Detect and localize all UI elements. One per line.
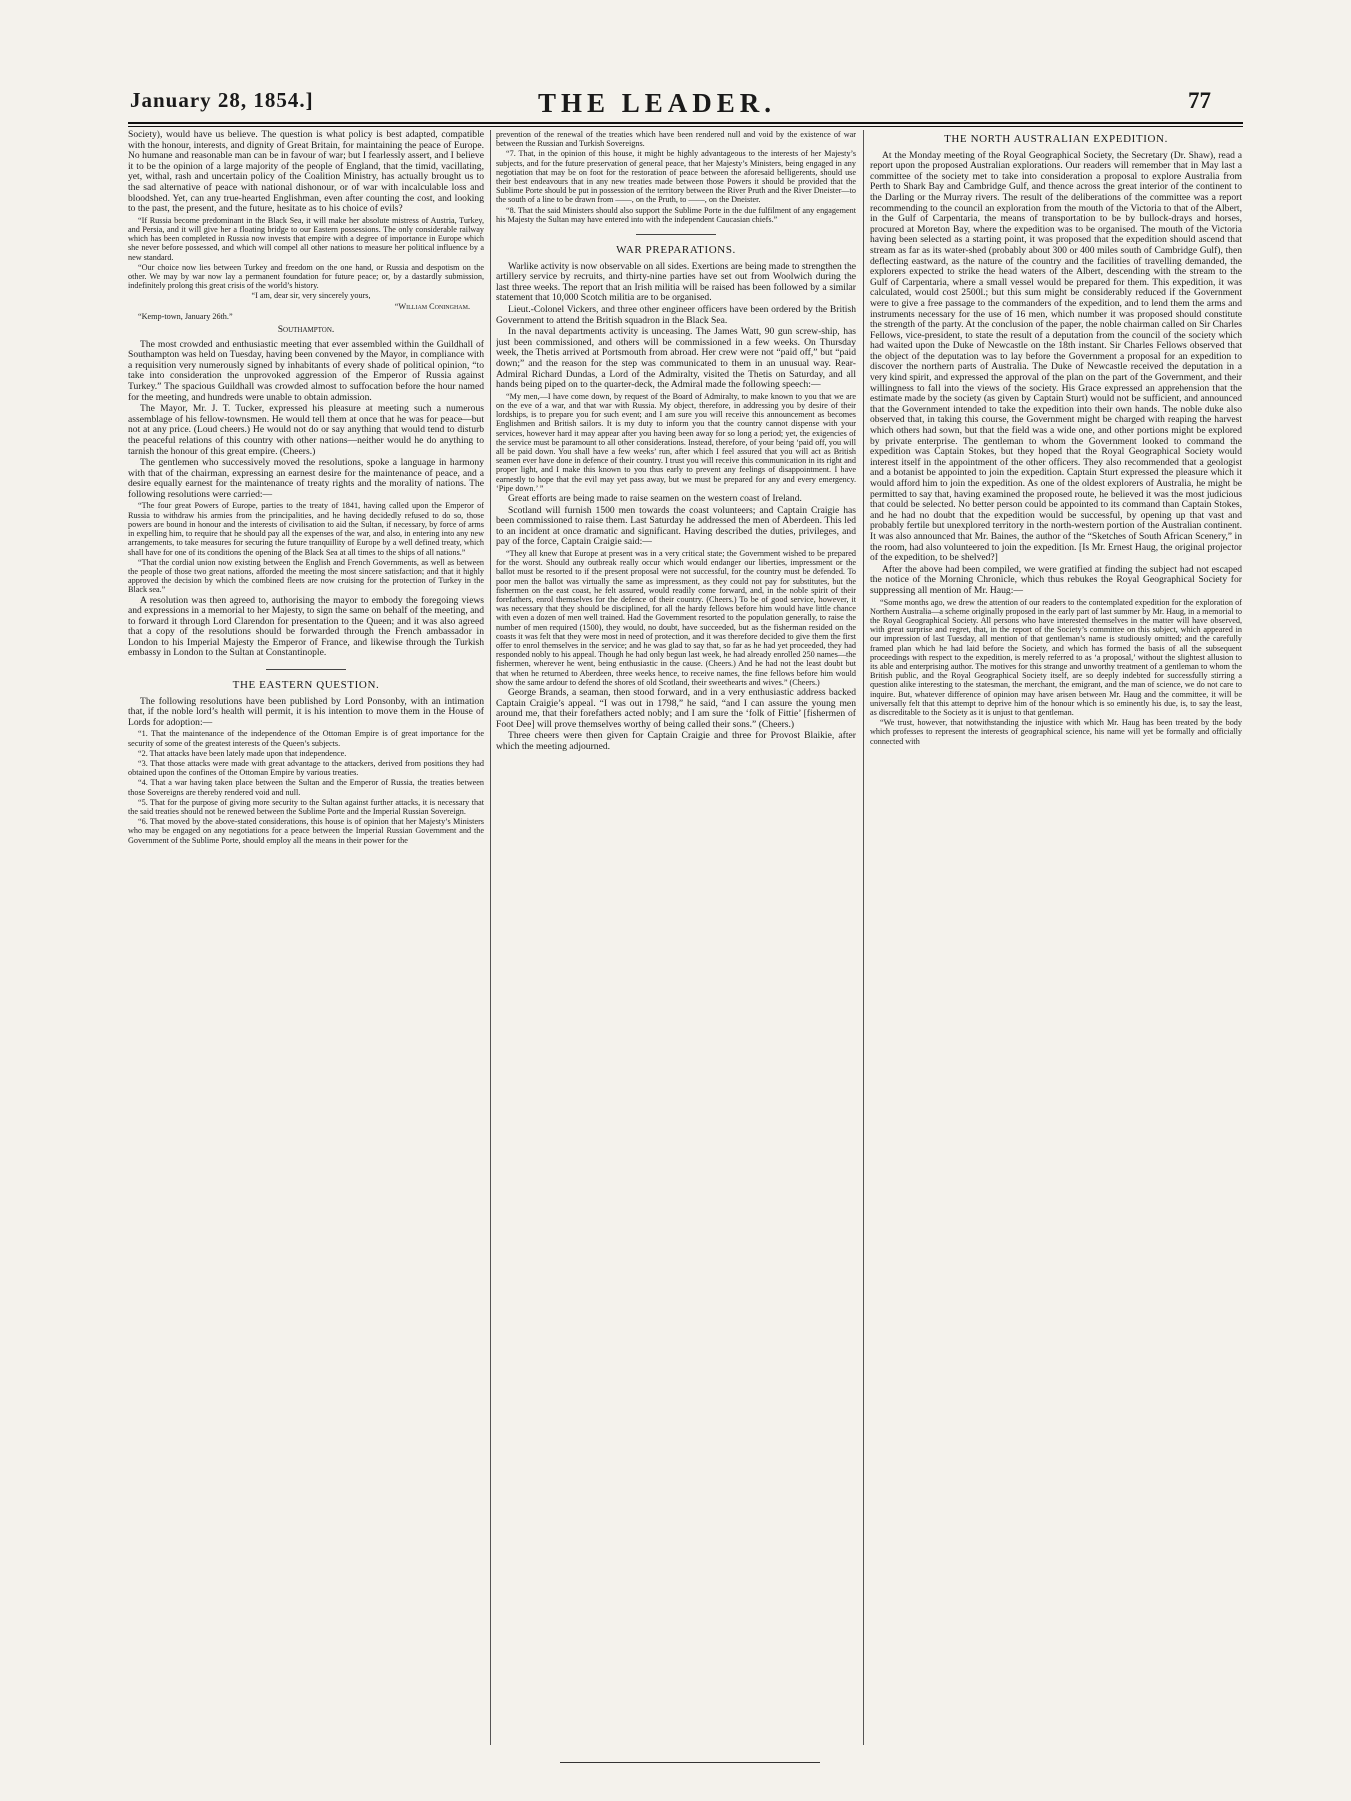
paragraph: The following resolutions have been published by Lord Ponsonby, with an intimation that, if the noble lord’s health will permit, it is his intention to move them in the House of Lords for adoption:—	[128, 695, 484, 728]
quoted-article: “We trust, however, that notwithstanding the injustice with which Mr. Haug has been treated by the body which professes to represent the interests of geographical science, his name will yet be formally and officially connected with	[870, 718, 1242, 746]
section-heading-eastern-question: THE EASTERN QUESTION.	[232, 679, 380, 692]
resolution-item: “8. That the said Ministers should also support the Sublime Porte in the due fulfilment of any engagement his Majesty the Sultan may have entered into with the independent Caucasian chiefs.”	[496, 205, 856, 224]
section-heading-north-australian-expedition: THE NORTH AUSTRALIAN EXPEDITION.	[944, 133, 1168, 145]
paragraph: The Mayor, Mr. J. T. Tucker, expressed his pleasure at meeting such a numerous assemblage of his fellow-townsmen. He would tell them at once that he was for peace—but not at any price. (Loud cheers.) He would not do or say anything that would tend to disturb the peaceful relations of this country with other nations—neither would he do anything to tarnish the honour of this great empire. (Cheers.)	[128, 403, 484, 457]
paragraph: George Brands, a seaman, then stood forward, and in a very enthusiastic address backed Captain Craigie’s appeal. “I was out in 1798,” he said, “and I can assure the young men around me, that their forefathers acted nobly; and I am sure the ‘folk of Fittie’ [fishermen of Foot Dee] will prove themselves worthy of being called their sons.” (Cheers.)	[496, 687, 856, 730]
resolution-item: “5. That for the purpose of giving more security to the Sultan against further attacks, it is necessary that the said treaties should not be renewed between the Sublime Porte and the Imperial Russian Sovereign.	[128, 797, 484, 817]
paragraph: Society), would have us believe. The question is what policy is best adapted, compatible with the honour, interests, and dignity of Great Britain, for maintaining the peace of Europe. No humane and reasonable man can be in favour of war; but I fearlessly assert, and I believe it to be the opinion of a large majority of the people of England, that the timid, vacillating, yet, withal, rash and uncertain policy of the Coalition Ministry, has actually brought us to the sad alternative of peace with national dishonour, or of war with incalculable loss and bloodshed. Yet, can any true-hearted Englishman, even after counting the cost, and looking to the past, the present, and the future, hesitate as to his choice of evils?	[128, 130, 484, 215]
paragraph: Scotland will furnish 1500 men towards the coast volunteers; and Captain Craigie has been commissioned to raise them. Last Saturday he addressed the men of Aberdeen. This led to an incident at once dramatic and significant. Having described the duties, privileges, and pay of the force, Captain Craigie said:—	[496, 504, 856, 548]
paragraph: Lieut.-Colonel Vickers, and three other engineer officers have been ordered by the British Government to attend the British squadron in the Black Sea.	[496, 304, 856, 326]
footer-rule	[560, 1762, 820, 1763]
resolution-text: “That the cordial union now existing between the English and French Governments, as well as between the people of those two great nations, afforded the meeting the most sincere satisfaction; and that it highly approved the decision by which the combined fleets are now cruising for the protection of Turkey in the Black sea.”	[128, 557, 484, 595]
section-separator	[636, 234, 716, 235]
column-left	[128, 130, 484, 1745]
resolution-item: “3. That those attacks were made with great advantage to the attackers, derived from positions they had obtained upon the confines of the Ottoman Empire by various treaties.	[128, 759, 484, 778]
resolution-text: “The four great Powers of Europe, parties to the treaty of 1841, having called upon the Emperor of Russia to withdraw his armies from the principalities, and he having decidedly refused to do so, those powers are bound in honour and the interests of civilisation to aid the Sultan, if necessary, by force of arms in expelling him, to require that he should pay all the expenses of the war, and also, in entering into any new arrangements, to take measures for securing the future tranquillity of Europe by a well defined treaty, which shall have for one of its conditions the opening of the Black Sea at all times to the ships of all nations.”	[128, 501, 484, 557]
resolution-item: “6. That moved by the above-stated considerations, this house is of opinion that her Majesty’s Ministers who may be engaged on any negotiations for a peace between the Imperial Russian Government and the Government of the Sublime Porte, should employ all the means in their power for the	[128, 817, 484, 845]
resolution-item: “1. That the maintenance of the independence of the Ottoman Empire is of great importance for the security of some of the greatest interests of the Queen’s subjects.	[128, 729, 484, 748]
masthead-title: THE LEADER.	[538, 88, 777, 118]
paragraph: In the naval departments activity is unceasing. The James Watt, 90 gun screw-ship, has just been commissioned, and others will be commissioned in a few weeks. On Thursday week, the Thetis arrived at Portsmouth from abroad. Her crew were not “paid off,” but “paid down;” and the reason for the step was communicated to them in an unusual way. Rear-Admiral Richard Dundas, a Lord of the Admiralty, visited the Thetis on Saturday, and all hands being piped on to the quarter-deck, the Admiral made the following speech:—	[496, 326, 856, 391]
letter-dateline: “Kemp-town, January 26th.”	[138, 311, 233, 321]
paragraph: The most crowded and enthusiastic meeting that ever assembled within the Guildhall of Southampton was held on Tuesday, having been convened by the Mayor, in compliance with a requisition very numerously signed by inhabitants of every shade of political opinion, “to take into consideration the unprovoked aggression of the Emperor of Russia against Turkey.” The spacious Guildhall was crowded almost to suffocation before the hour named for the meeting, and hundreds were unable to obtain admission.	[128, 338, 484, 403]
header-rule-thin	[128, 126, 1243, 127]
paragraph: The gentlemen who successively moved the resolutions, spoke a language in harmony with that of the chairman, expressing an earnest desire for the maintenance of peace, and a desire equally earnest for the maintenance of treaty rights and the morality of nations. The following resolutions were carried:—	[128, 457, 484, 500]
column-divider	[490, 130, 491, 1745]
paragraph: Warlike activity is now observable on all sides. Exertions are being made to strengthen the artillery service by recruits, and thirty-nine parties have set out from Woolwich during the last three weeks. The report that an Irish militia will be raised has been followed by a similar statement that 10,000 Scotch militia are to be organised.	[496, 260, 856, 304]
paragraph: A resolution was then agreed to, authorising the mayor to embody the foregoing views and expressions in a memorial to her Majesty, to sign the same on behalf of the meeting, and to forward it through Lord Clarendon for presentation to the Queen; and it was also agreed that a copy of the resolutions should be forwarded through the French ambassador in London to his Imperial Majesty the Emperor of France, and likewise through the Turkish embassy in London to the Sultan at Constantinople.	[128, 594, 484, 659]
subheading-southampton: Southampton.	[277, 323, 335, 335]
quoted-speech: “They all knew that Europe at present was in a very critical state; the Government wished to be prepared for the worst. Should any outbreak really occur which would endanger our liberties, impressment or the ballot must be resorted to if the present proposal were not successful, for the country must be defended. To poor men the ballot was virtually the same as impressment, as they could not pay for substitutes, but the fishermen on the east coast, he felt assured, would readily come forward, and, in the noble spirit of their forefathers, enrol themselves for the defence of their country. (Cheers.) To be of good service, however, it was necessary that they should be disciplined, for all the hardy fellows before him would have little chance with even a dozen of men well trained. Had the Government resorted to the population generally, to raise the number of men required (1500), they would, no doubt, have succeeded, but as the fisherman resided on the coasts it was felt that they were most in need of protection, and it was therefore decided to give them the first offer to enrol themselves in the service; and he was glad to say that, so far as he had yet proceeded, they had responded nobly to his appeal. Though he had only begun last week, he had already enrolled 250 names—the fishermen, wherever he went, being enthusiastic in the cause. (Cheers.) And he had not the least doubt but that when he returned to Aberdeen, three weeks hence, to receive names, the fine fellows before him would show the same ardour to defend the shores of old Scotland, their sweethearts and wives.” (Cheers.)	[496, 548, 856, 687]
quoted-paragraph: “Our choice now lies between Turkey and freedom on the one hand, or Russia and despotism on the other. We may by war now lay a permanent foundation for future peace; or, by a dastardly submission, indefinitely prolong this great crisis of the world’s history.	[128, 262, 484, 291]
column-middle	[496, 130, 856, 1745]
quoted-speech: “My men,—I have come down, by request of the Board of Admiralty, to make known to you that we are on the eve of a war, and that war with Russia. My object, therefore, in addressing you by desire of their lordships, is to prepare you for such event; and I am sure you will receive this announcement as becomes Englishmen and British sailors. It is my duty to inform you that the country cannot dispense with your services, however hard it may appear after you having been away for so long a period; yet, the exigencies of the service must be paramount to all other considerations. Instead, therefore, of your being ‘paid off, you will all be paid down. You shall have a few weeks’ run, after which I feel assured that you will act as British seamen ever have done in defence of their country. I trust you will receive this communication in its right and proper light, and I make this known to you thus early to prevent any feelings of disappointment. I have earnestly to hope that the evil may yet pass away, but we must be prepared for any and every emergency. ‘Pipe down.’ ”	[496, 391, 856, 493]
section-separator	[266, 669, 346, 670]
header-rule	[128, 122, 1243, 124]
resolution-item: “7. That, in the opinion of this house, it might be highly advantageous to the interests of her Majesty’s subjects, and for the future preservation of general peace, that her Majesty’s Ministers, being engaged in any negotiation that may be on foot for the restoration of peace between the aforesaid belligerents, should use their best endeavours that in any new treaties made between those Powers it should be provided that the Sublime Porte should be put in possession of the territory between the River Pruth and the River Dneister—to the south of a line to be drawn from ——, on the Pruth, to ——, on the Dneister.	[496, 149, 856, 205]
letter-signature: “William Coningham.	[394, 301, 470, 311]
paragraph: After the above had been compiled, we were gratified at finding the subject had not escaped the notice of the Morning Chronicle, which thus rebukes the Royal Geographical Society for suppressing all mention of Mr. Haug:—	[870, 563, 1242, 596]
section-heading-war-preparations: WAR PREPARATIONS.	[616, 244, 736, 257]
letter-closing: “I am, dear sir, very sincerely yours,	[251, 291, 371, 301]
page-number: 77	[1188, 88, 1211, 113]
paragraph: Three cheers were then given for Captain Craigie and three for Provost Blaikie, after which the meeting adjourned.	[496, 730, 856, 752]
column-right	[870, 130, 1242, 1745]
resolution-item: prevention of the renewal of the treaties which have been rendered null and void by the existence of war between the Russian and Turkish Sovereigns.	[496, 130, 856, 149]
resolution-item: “4. That a war having taken place between the Sultan and the Emperor of Russia, the treaties between those Sovereigns are thereby rendered void and null.	[128, 778, 484, 797]
paragraph: At the Monday meeting of the Royal Geographical Society, the Secretary (Dr. Shaw), read a report upon the proposed Australian explorations. Our readers will remember that in May last a committee of the society met to take into consideration a proposal to explore Australia from Perth to Shark Bay and Cambridge Gulf, and thence across the great interior of the continent to the Darling or the Murray rivers. The result of the deliberations of the committee was a report recommending to the council an exploration from the mouth of the Victoria to that of the Albert, in the Gulf of Carpentaria, the means of transportation to be by bullock-drays and horses, procured at Moreton Bay, where the expedition was to be organised. The mouth of the Victoria having been selected as a starting point, it was proposed that the expedition should ascend that stream as far as its water-shed (probably about 300 or 400 miles south of Cambridge Gulf), then deflecting eastward, as the nature of the country and the facilities of travelling demanded, the explorers expected to strike the head waters of the Albert, descending with the stream to the Gulf of Carpentaria, where a small vessel would be prepared for them. This expedition, it was calculated, would cost 2500l.; but this sum might be considerably reduced if the Government were to give a free passage to the commanders of the expedition, and to lend them the arms and instruments necessary for the use of 16 men, which number it was proposed should constitute the strength of the party. At the conclusion of the paper, the noble chairman called on Sir Charles Fellows, vice-president, to state the result of a deputation from the council of the society which had waited upon the Duke of Newcastle on the 18th instant. Sir Charles Fellows observed that the object of the deputation was to lay before the Government a proposal for an expedition to discover the northern parts of Australia. The Duke of Newcastle received the deputation in a very kind spirit, and expressed the approval of the plan on the part of the Government, and their willingness to fall into the views of the society. His Grace expressed an apprehension that the estimate made by the society (as given by Captain Sturt) would not be sufficient, and announced that the Government intended to take the expedition into their own hands. The noble duke also observed that, in taking this course, the Government might be charged with reaping the harvest which others had sown, but that the field was a wide one, and other portions might be explored by private enterprise. The gentleman to whom the Government looked to command the expedition was Captain Stokes, but they hoped that the Royal Geographical Society would interest itself in the appointment of the other officers. They also recommended that a geologist and a botanist be appointed to join the expedition. Captain Sturt expressed the pleasure which it would afford him to join the expedition. As one of the oldest explorers of Australia, he might be permitted to say that, having examined the proposed route, he believed it was the most judicious that could be selected. No better person could be appointed to its command than Captain Stokes, and he had no doubt that the expedition would be successful, by opening up that vast and probably fertile but unexplored territory in the north-western portion of the Australian continent. It was also announced that Mr. Baines, the author of the “Sketches of South African Scenery,” in the room, had also volunteered to join the expedition. [Is Mr. Ernest Haug, the original projector of the expedition, to be shelved?]	[870, 149, 1242, 564]
resolution-item: “2. That attacks have been lately made upon that independence.	[138, 748, 347, 758]
quoted-article: “Some months ago, we drew the attention of our readers to the contemplated expedition for the exploration of Northern Australia—a scheme originally proposed in the early part of last summer by Mr. Haug, in a memorial to the Royal Geographical Society. All persons who have interested themselves in the matter will have observed, with great surprise and regret, that, in the report of the Society’s committee on this subject, which appeared in our impression of last Tuesday, all mention of that gentleman’s name is studiously omitted; and the carefully framed plan which he had laid before the Society, and which has formed the basis of all the subsequent proceedings with respect to the expedition, is merely referred to as ‘a proposal,’ without the slightest allusion to its able and enterprising author. The motives for this strange and unworthy treatment of a gentleman to whom the British public, and the Royal Geographical Society itself, are so deeply indebted for successfully stirring a question alike interesting to the statesman, the merchant, the emigrant, and the man of science, we do not care to inquire. But, whatever difference of opinion may have arisen between Mr. Haug and the committee, it will be universally felt that this attempt to deprive him of the honour which is so eminently his due, is, to say the least, as discreditable to the Society as it is unjust to that gentleman.	[870, 597, 1242, 717]
column-divider	[863, 130, 864, 1745]
quoted-paragraph: “If Russia become predominant in the Black Sea, it will make her absolute mistress of Austria, Turkey, and Persia, and it will give her a floating bridge to our Eastern possessions. The only considerable railway which has been completed in Russia now invests that empire with a degree of importance in Europe which she never before possessed, and which will compel all other nations to measure her political influence by a new standard.	[128, 215, 484, 262]
issue-date: January 28, 1854.]	[130, 88, 314, 112]
paragraph: Great efforts are being made to raise seamen on the western coast of Ireland.	[508, 492, 802, 504]
